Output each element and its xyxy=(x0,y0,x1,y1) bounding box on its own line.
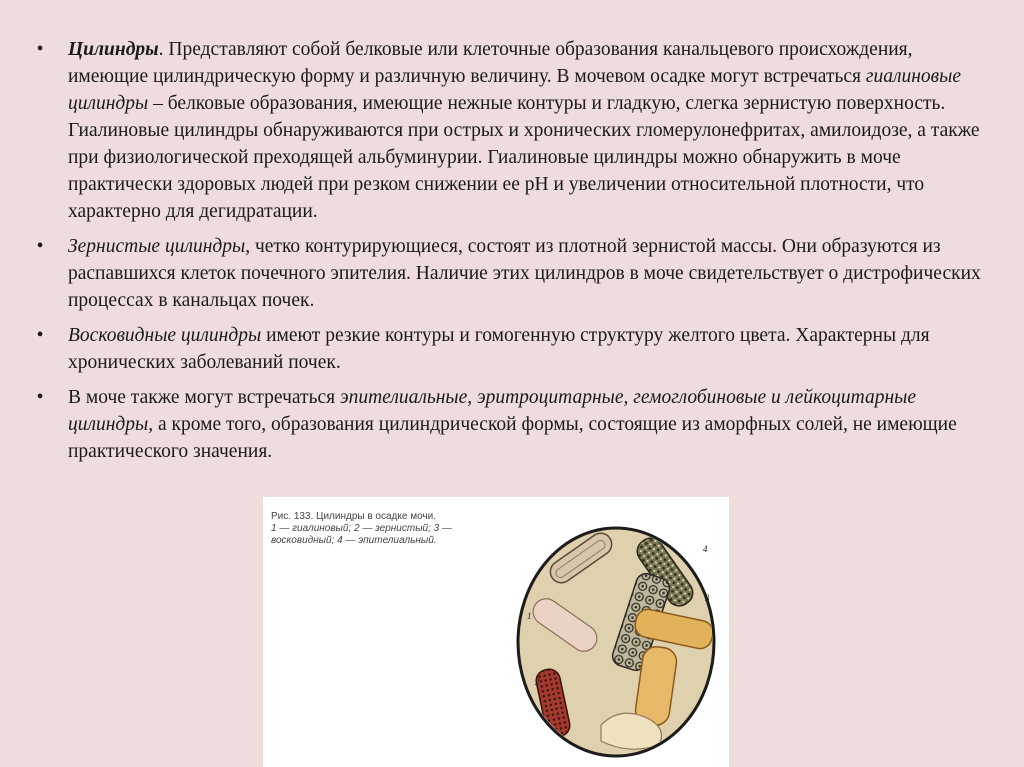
bullet-italic-segment: Восковидные цилиндры xyxy=(68,325,262,346)
bullet-item xyxy=(30,233,990,314)
bullet-list xyxy=(30,36,990,473)
bullet-italic-segment: гиалиновые цилиндры xyxy=(68,66,961,114)
figure-caption-legend: 1 — гиалиновый; 2 — зернистый; 3 — восковидный; 4 — эпителиальный. xyxy=(271,523,453,546)
bullet-marker: • xyxy=(36,387,44,408)
bullet-italic-segment: Цилиндры xyxy=(68,39,159,60)
microscope-figure xyxy=(263,497,729,767)
figure-label-4: 4 xyxy=(703,544,708,554)
bullet-text-segment: а кроме того, образования цилиндрической формы, состоящие из аморфных солей, не имеющие практического значения. xyxy=(68,414,957,462)
bullet-text xyxy=(68,236,981,311)
bullet-text-segment: В моче также могут встречаться xyxy=(68,387,340,408)
figure-label-3: 3 xyxy=(705,593,710,603)
bullet-item xyxy=(30,322,990,376)
microscope-field-illustration xyxy=(263,497,729,767)
bullet-marker: • xyxy=(36,325,44,346)
figure-caption-title: Рис. 133. Цилиндры в осадке мочи. xyxy=(271,511,437,522)
bullet-text-segment: . Представляют собой белковые или клеточные образования канальцевого происхождения, имеющие цилиндрическую форму и различную величину. В мочевом осадке могут встречаться xyxy=(68,39,913,87)
figure-label-1: 1 xyxy=(527,611,532,621)
bullet-marker: • xyxy=(36,236,44,257)
bullet-item xyxy=(30,384,990,465)
figure-label-2: 2 xyxy=(535,677,540,687)
bullet-text xyxy=(68,387,957,462)
bullet-text-segment: – белковые образования, имеющие нежные контуры и гладкую, слегка зернистую поверхность. Гиалиновые цилиндры обнаруживаются при острых и хронических гломерулонефритах, амилоидозе, а также при физиологической преходящей альбуминурии. Гиалиновые цилиндры можно обнаружить в моче практически здоровых людей при резком снижении ее рН и увеличении относительной плотности, что характерно для дегидратации. xyxy=(68,93,980,222)
bullet-text-segment: четко контурирующиеся, состоят из плотной зернистой массы. Они образуются из распавшихся клеток почечного эпителия. Наличие этих цилиндров в моче свидетельствует о дистрофических процессах в канальцах почек. xyxy=(68,236,981,311)
bullet-text xyxy=(68,39,980,222)
bullet-item xyxy=(30,36,990,225)
bullet-text-segment: имеют резкие контуры и гомогенную структуру желтого цвета. Характерны для хронических заболеваний почек. xyxy=(68,325,930,373)
bullet-marker: • xyxy=(36,39,44,60)
bullet-italic-segment: эпителиальные, эритроцитарные, гемоглобиновые и лейкоцитарные цилиндры, xyxy=(68,387,917,435)
bullet-text xyxy=(68,325,930,373)
bullet-italic-segment: Зернистые цилиндры, xyxy=(68,236,251,257)
